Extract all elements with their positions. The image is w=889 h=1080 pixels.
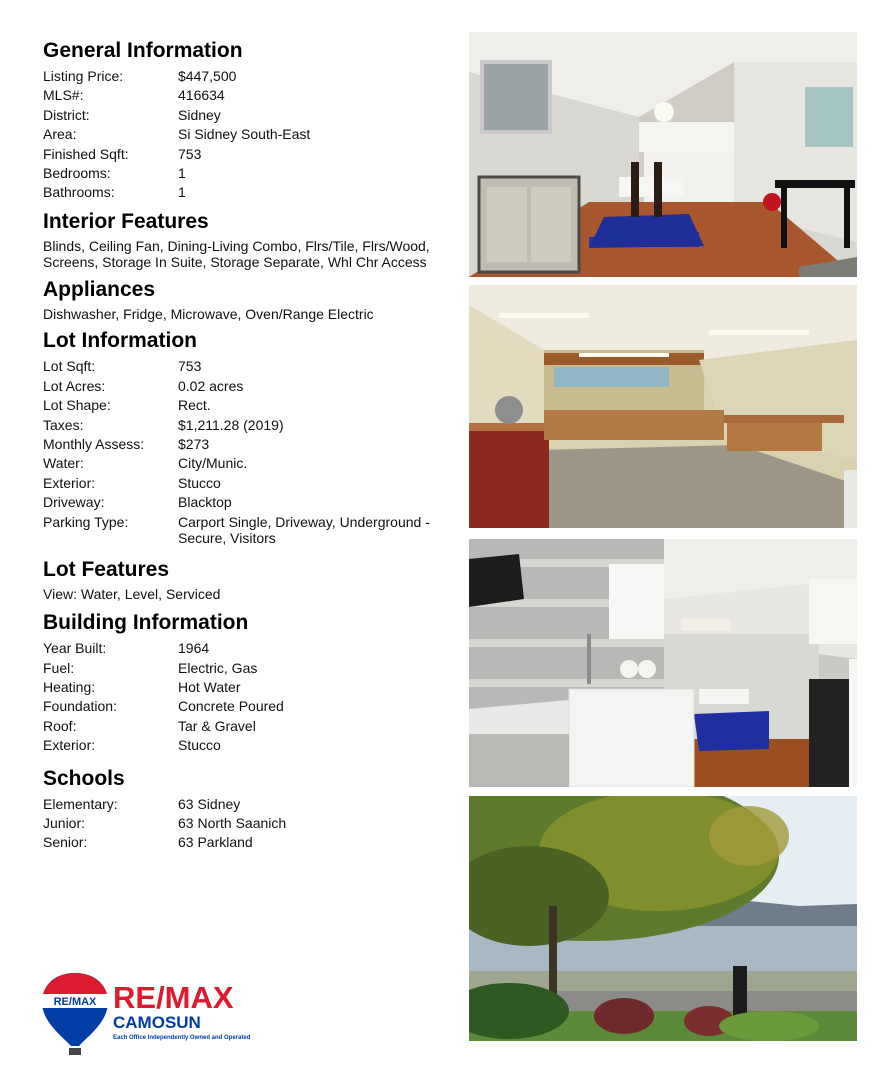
info-label: Bedrooms: bbox=[43, 165, 111, 182]
info-label: Taxes: bbox=[43, 416, 84, 433]
info-value: Hot Water bbox=[178, 678, 241, 695]
brand-name: RE/MAX bbox=[113, 980, 234, 1015]
info-row bbox=[43, 416, 443, 435]
section-heading: Interior Features bbox=[43, 209, 209, 233]
hot-air-balloon-icon bbox=[40, 970, 110, 1058]
info-label: Lot Sqft: bbox=[43, 358, 96, 375]
info-row bbox=[43, 513, 443, 547]
info-row bbox=[43, 639, 443, 658]
info-row bbox=[43, 833, 443, 852]
info-row bbox=[43, 86, 443, 105]
listing-details bbox=[43, 38, 443, 859]
info-value: Stucco bbox=[178, 737, 221, 754]
info-row bbox=[43, 493, 443, 512]
section-heading: Building Information bbox=[43, 611, 249, 635]
info-row bbox=[43, 736, 443, 755]
brand-tagline: Each Office Independently Owned and Operated bbox=[113, 1035, 251, 1041]
info-value: 1964 bbox=[178, 640, 210, 657]
info-row bbox=[43, 659, 443, 678]
info-label: Monthly Assess: bbox=[43, 435, 145, 452]
info-value: 63 Sidney bbox=[178, 795, 241, 812]
info-value: 1 bbox=[178, 184, 186, 201]
info-row bbox=[43, 717, 443, 736]
info-row bbox=[43, 795, 443, 814]
info-row bbox=[43, 357, 443, 376]
info-value: 416634 bbox=[178, 87, 225, 104]
info-value: Concrete Poured bbox=[178, 698, 284, 715]
general-information-section bbox=[43, 38, 443, 203]
info-value: Carport Single, Driveway, Underground - Secure, Visitors bbox=[178, 513, 430, 547]
info-label: Bathrooms: bbox=[43, 184, 115, 201]
info-value: Rect. bbox=[178, 397, 211, 414]
section-heading: Lot Features bbox=[43, 557, 170, 581]
info-label: Heating: bbox=[43, 678, 96, 695]
waterfront-view-photo bbox=[469, 796, 857, 1041]
info-label: Parking Type: bbox=[43, 513, 129, 530]
info-row bbox=[43, 678, 443, 697]
info-label: Listing Price: bbox=[43, 68, 124, 84]
info-value: 63 North Saanich bbox=[178, 814, 287, 831]
info-label: Exterior: bbox=[43, 737, 96, 754]
info-value: Electric, Gas bbox=[178, 659, 258, 676]
appliances-section bbox=[43, 277, 443, 323]
kitchen-photo bbox=[469, 539, 857, 787]
info-row bbox=[43, 814, 443, 833]
info-value: 753 bbox=[178, 358, 202, 375]
info-row bbox=[43, 183, 443, 202]
info-value: Stucco bbox=[178, 474, 221, 491]
info-row bbox=[43, 454, 443, 473]
info-label: Water: bbox=[43, 455, 84, 472]
info-value: 0.02 acres bbox=[178, 377, 244, 394]
info-label: Fuel: bbox=[43, 659, 75, 676]
info-value: 1 bbox=[178, 165, 186, 182]
info-label: Roof: bbox=[43, 717, 77, 734]
info-value: Si Sidney South-East bbox=[178, 126, 311, 143]
info-value: Sidney bbox=[178, 106, 221, 123]
info-value: $1,211.28 (2019) bbox=[178, 416, 284, 433]
info-row bbox=[43, 474, 443, 493]
section-heading: Appliances bbox=[43, 277, 156, 301]
info-value: Blacktop bbox=[178, 494, 232, 511]
info-row bbox=[43, 377, 443, 396]
section-heading: General Information bbox=[43, 39, 243, 62]
workshop-photo bbox=[469, 285, 857, 528]
dining-room-photo bbox=[469, 32, 857, 277]
info-row bbox=[43, 125, 443, 144]
svg-text:RE/MAX: RE/MAX bbox=[53, 996, 97, 1008]
info-label: Senior: bbox=[43, 834, 88, 851]
lot-features-text: View: Water, Level, Serviced bbox=[43, 585, 221, 602]
info-row bbox=[43, 106, 443, 125]
interior-features-text: Blinds, Ceiling Fan, Dining-Living Combo, Flrs/Tile, Flrs/Wood, Screens, Storage In Suite, Storage Separate, Whl Chr Access bbox=[43, 237, 430, 271]
info-row bbox=[43, 145, 443, 164]
building-information-section bbox=[43, 610, 443, 755]
info-label: MLS#: bbox=[43, 87, 84, 104]
info-value: 63 Parkland bbox=[178, 834, 253, 851]
info-label: Year Built: bbox=[43, 640, 107, 657]
info-value: Tar & Gravel bbox=[178, 717, 256, 734]
interior-features-section bbox=[43, 209, 443, 271]
info-label: Lot Shape: bbox=[43, 397, 111, 414]
schools-section bbox=[43, 766, 443, 853]
appliances-text: Dishwasher, Fridge, Microwave, Oven/Range Electric bbox=[43, 305, 374, 322]
info-label: Junior: bbox=[43, 814, 86, 831]
section-heading: Lot Information bbox=[43, 329, 197, 353]
info-label: Finished Sqft: bbox=[43, 145, 129, 162]
info-value: 753 bbox=[178, 145, 202, 162]
info-row bbox=[43, 164, 443, 183]
info-label: Driveway: bbox=[43, 494, 105, 511]
info-value: City/Munic. bbox=[178, 455, 248, 472]
info-label: Area: bbox=[43, 126, 77, 143]
info-label: Exterior: bbox=[43, 474, 96, 491]
lot-information-section bbox=[43, 328, 443, 546]
info-value: $273 bbox=[178, 435, 210, 452]
info-label: District: bbox=[43, 106, 90, 123]
info-row bbox=[43, 435, 443, 454]
info-row bbox=[43, 697, 443, 716]
info-row bbox=[43, 396, 443, 415]
info-label: Elementary: bbox=[43, 795, 118, 812]
info-label: Foundation: bbox=[43, 698, 117, 715]
lot-features-section bbox=[43, 557, 443, 603]
brand-block bbox=[113, 982, 250, 1042]
info-label: Lot Acres: bbox=[43, 377, 106, 394]
info-row bbox=[43, 67, 443, 86]
info-value: $447,500 bbox=[178, 68, 237, 84]
office-name: CAMOSUN bbox=[113, 1013, 201, 1032]
section-heading: Schools bbox=[43, 766, 125, 790]
